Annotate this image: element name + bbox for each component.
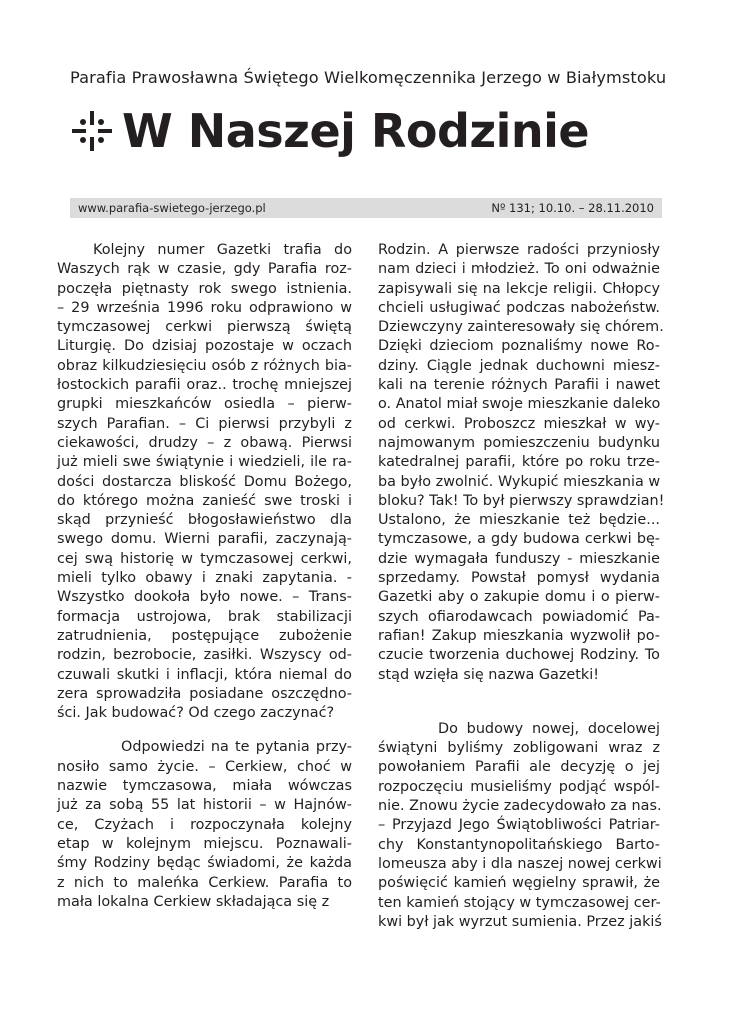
text-line: rozpoczęciu musieliśmy podjąć wspól-: [378, 778, 660, 795]
text-line: Wszystko dookoła było nowe. – Trans-: [57, 589, 352, 606]
text-line: najmowanym pomieszczeniu budynku: [378, 434, 660, 451]
paragraph: [57, 241, 352, 723]
text-line: szych ofiarodawcach powiadomić Pa-: [378, 608, 660, 625]
text-line: do którego można zanieść swe troski i: [57, 492, 352, 509]
text-line: stąd wzięła się nazwa Gazetki!: [378, 666, 600, 683]
text-line: zera sprowadziła posiadane oszczędno-: [57, 685, 352, 702]
text-line: grupki mieszkańców osiedla – pierw-: [57, 396, 352, 413]
text-line: dości dostarcza bliskość Domu Bożego,: [57, 473, 352, 490]
text-line: już mieli swe świątynie i wiedzieli, ile ra-: [57, 454, 352, 471]
text-line: swego domu. Wierni parafii, zaczynają-: [57, 531, 352, 548]
masthead: [70, 100, 589, 162]
text-line: tymczasowej cerkwi pierwszą świętą: [57, 319, 352, 336]
text-line: ści. Jak budować? Od czego zaczynać?: [57, 705, 335, 722]
text-line: formacja ustrojowa, brak stabilizacji: [57, 608, 352, 625]
orthodox-cross-icon: [70, 109, 114, 153]
text-line: powołaniem Parafii ale decyzję o jej: [378, 759, 660, 776]
text-line: dzie wymagała funduszy - mieszkanie: [378, 550, 660, 567]
paragraph: [57, 738, 352, 912]
text-line: Ustalono, że mieszkanie też będzie...: [378, 512, 660, 529]
text-line: Liturgię. Do dzisiaj pozostaje w oczach: [57, 338, 352, 355]
text-line: ciekawości, drudzy – z obawą. Pierwsi: [57, 434, 352, 451]
text-line: nazwie tymczasowa, miała wówczas: [57, 778, 352, 795]
text-line: nie. Znowu życie zadecydowało za nas.: [378, 798, 662, 815]
article-column-right: [378, 241, 665, 932]
text-line: Waszych rąk w czasie, gdy Parafia roz-: [57, 261, 352, 278]
text-line: bloku? Tak! To był pierwszy sprawdzian!: [378, 492, 665, 509]
text-line: o. Anatol miał swoje mieszkanie daleko: [378, 396, 661, 413]
text-line: czucie tworzenia duchowej Rodziny. To: [378, 647, 660, 664]
text-line: – Przyjazd Jego Świątobliwości Patriar-: [378, 817, 660, 834]
text-line: śmy Rodziny będąc świadomi, że każda: [57, 855, 352, 872]
article-column-left: [57, 241, 352, 912]
text-line: ce, Czyżach i rozpoczynała kolejny: [57, 816, 352, 833]
paragraph: [378, 241, 665, 685]
text-line: chy Konstantynopolitańskiego Barto-: [378, 836, 660, 853]
text-line: rodzin, bezrobocie, zasiłki. Wszyscy od-: [57, 647, 352, 664]
text-line: lomeusza aby i dla naszej nowej cerkwi: [378, 855, 662, 872]
text-line: mieli tylko obawy i znaki zapytania. -: [57, 570, 352, 587]
text-line: ten kamień stojący w tymczasowej cer-: [378, 894, 661, 911]
text-line: mała lokalna Cerkiew składająca się z: [57, 893, 330, 910]
text-line: świątyni byliśmy zobligowani wraz z: [378, 740, 660, 757]
text-line: od cerkwi. Proboszcz mieszkał w wy-: [378, 415, 660, 432]
text-line: Do budowy nowej, docelowej: [438, 720, 660, 737]
text-line: katedralnej parafii, które po roku trze-: [378, 454, 660, 471]
text-line: sprzedamy. Powstał pomysł wydania: [378, 570, 660, 587]
text-line: szych Parafian. – Ci pierwsi przybyli z: [57, 415, 352, 432]
text-line: skąd przynieść błogosławieństwo dla: [57, 512, 352, 529]
text-line: poczęła piętnasty rok swego istnienia.: [57, 280, 352, 297]
text-line: z nich to maleńka Cerkiew. Parafia to: [57, 874, 352, 891]
text-line: Odpowiedzi na te pytania przy-: [121, 739, 352, 756]
text-line: nam dzieci i młodzież. To oni odważnie: [378, 261, 660, 278]
newsletter-title: W Naszej Rodzinie: [122, 104, 590, 158]
info-bar: [70, 198, 662, 218]
text-line: czuwali skutki i inflacji, która niemal do: [57, 666, 352, 683]
text-line: nosiło samo życie. – Cerkiew, choć w: [57, 758, 352, 775]
text-line: dziny. Ciągle jednak duchowni miesz-: [378, 357, 660, 374]
website-link[interactable]: www.parafia-swietego-jerzego.pl: [78, 201, 266, 215]
text-line: ba było zwolnić. Wykupić mieszkania w: [378, 473, 661, 490]
text-line: kali na terenie różnych Parafii i nawet: [378, 377, 660, 394]
text-line: zapisywali się na lekcje religii. Chłopcy: [378, 280, 660, 297]
text-line: Rodzin. A pierwsze radości przyniosły: [378, 242, 660, 258]
text-line: tymczasowe, a gdy budowa cerkwi bę-: [378, 531, 660, 548]
text-line: łostockich parafii oraz.. trochę mniejszej: [57, 377, 352, 394]
text-line: Dzięki dzieciom poznaliśmy nowe Ro-: [378, 338, 660, 355]
text-line: Kolejny numer Gazetki trafia do: [93, 242, 352, 258]
text-line: Gazetki aby o zakupie domu i o pierw-: [378, 589, 660, 606]
issue-number: Nº 131; 10.10. – 28.11.2010: [491, 201, 654, 215]
text-line: poświęcić kamień węgielny sprawił, że: [378, 875, 660, 892]
text-line: już za sobą 55 lat historii – w Hajnów-: [57, 797, 352, 814]
text-line: rafian! Zakup mieszkania wyzwolił po-: [378, 627, 660, 644]
text-line: – 29 września 1996 roku odprawiono w: [57, 299, 352, 316]
text-line: etap w kolejnym miejscu. Poznawali-: [57, 835, 352, 852]
text-line: zatrudnienia, postępujące zubożenie: [57, 627, 352, 644]
text-line: Dziewczyny zainteresowały się chórem.: [378, 319, 664, 336]
parish-name: Parafia Prawosławna Świętego Wielkomęczennika Jerzego w Białymstoku: [70, 68, 667, 87]
text-line: chcieli usługiwać podczas nabożeństw.: [378, 299, 660, 316]
text-line: obraz kilkudziesięciu osób z różnych bia-: [57, 357, 352, 374]
paragraph: [378, 720, 660, 932]
text-line: kwi był jak wyrzut sumienia. Przez jakiś: [378, 913, 662, 930]
text-line: cej swą historię w tymczasowej cerkwi,: [57, 550, 352, 567]
